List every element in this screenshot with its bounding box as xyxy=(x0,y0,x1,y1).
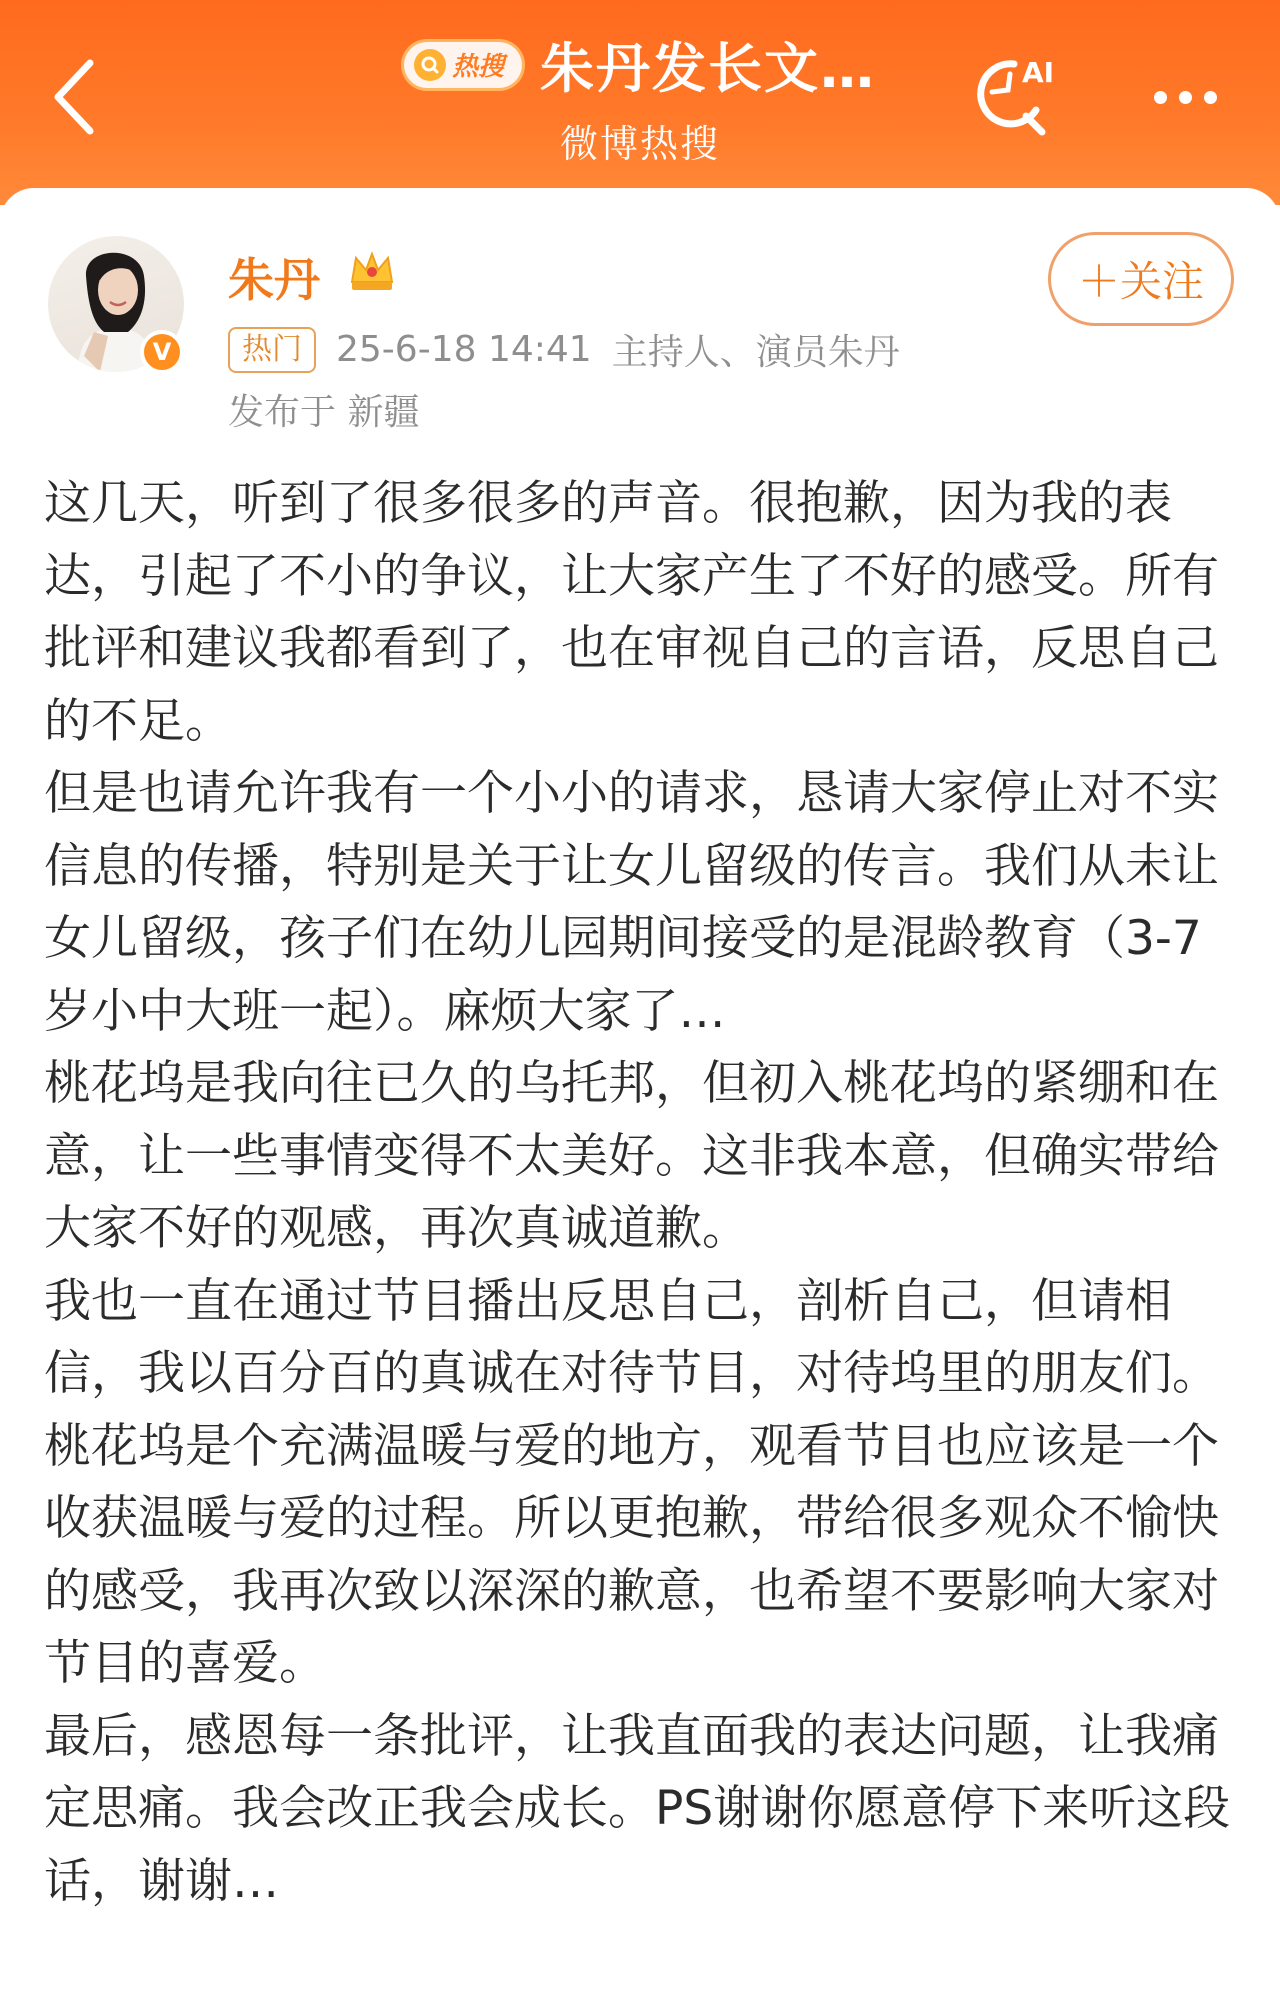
post-location: 发布于 新疆 xyxy=(228,392,420,433)
follow-button[interactable]: ＋关注 xyxy=(1048,232,1234,326)
verified-badge-icon: V xyxy=(140,330,184,374)
crown-icon xyxy=(346,244,398,296)
hot-tag: 热门 xyxy=(228,327,316,373)
post-paragraph: 最后，感恩每一条批评，让我直面我的表达问题，让我痛定思痛。我会改正我会成长。PS谢谢你愿意停下来听这段话，谢谢… xyxy=(44,1708,1231,1909)
post-card xyxy=(0,188,1280,1998)
more-dots-icon xyxy=(1154,91,1167,104)
top-bar xyxy=(0,0,1280,205)
author-description: 主持人、演员朱丹 xyxy=(611,332,900,373)
more-dot xyxy=(1179,91,1192,104)
more-dot xyxy=(1204,91,1217,104)
ai-search-button[interactable] xyxy=(970,52,1060,142)
avatar[interactable] xyxy=(48,236,184,372)
post-paragraph: 我也一直在通过节目播出反思自己，剖析自己，但请相信，我以百分百的真诚在对待节目，对待坞里的朋友们。 xyxy=(44,1273,1219,1401)
hot-search-badge[interactable] xyxy=(404,42,522,88)
post-paragraph: 桃花坞是我向往已久的乌托邦，但初入桃花坞的紧绷和在意，让一些事情变得不太美好。这非我本意，但确实带给大家不好的观感，再次真诚道歉。 xyxy=(44,1056,1219,1256)
hot-badge-label: 热搜 xyxy=(451,52,504,82)
page-title: 朱丹发长文… xyxy=(540,37,876,100)
page-subtitle: 微博热搜 xyxy=(559,122,720,166)
post-paragraph: 但是也请允许我有一个小小的请求，恳请大家停止对不实信息的传播，特别是关于让女儿留级的传言。我们从未让女儿留级，孩子们在幼儿园期间接受的是混龄教育（3-7岁小中大班一起）。麻烦大家了… xyxy=(44,766,1219,1039)
title-block xyxy=(0,26,1280,168)
post-paragraph: 桃花坞是个充满温暖与爱的地方，观看节目也应该是一个收获温暖与爱的过程。所以更抱歉，带给很多观众不愉快的感受，我再次致以深深的歉意，也希望不要影响大家对节目的喜爱。 xyxy=(44,1418,1219,1691)
author-name[interactable]: 朱丹 xyxy=(228,253,320,307)
more-button[interactable] xyxy=(1140,72,1230,122)
post-paragraph: 这几天，听到了很多很多的声音。很抱歉，因为我的表达，引起了不小的争议，让大家产生了不好的感受。所有批评和建议我都看到了，也在审视自己的言语，反思自己的不足。 xyxy=(44,476,1219,749)
post-timestamp: 25-6-18 14:41 xyxy=(336,329,592,370)
post-meta xyxy=(228,324,900,375)
search-icon xyxy=(414,49,446,81)
post-body xyxy=(44,468,1240,1918)
ai-label: AI xyxy=(1022,56,1055,89)
